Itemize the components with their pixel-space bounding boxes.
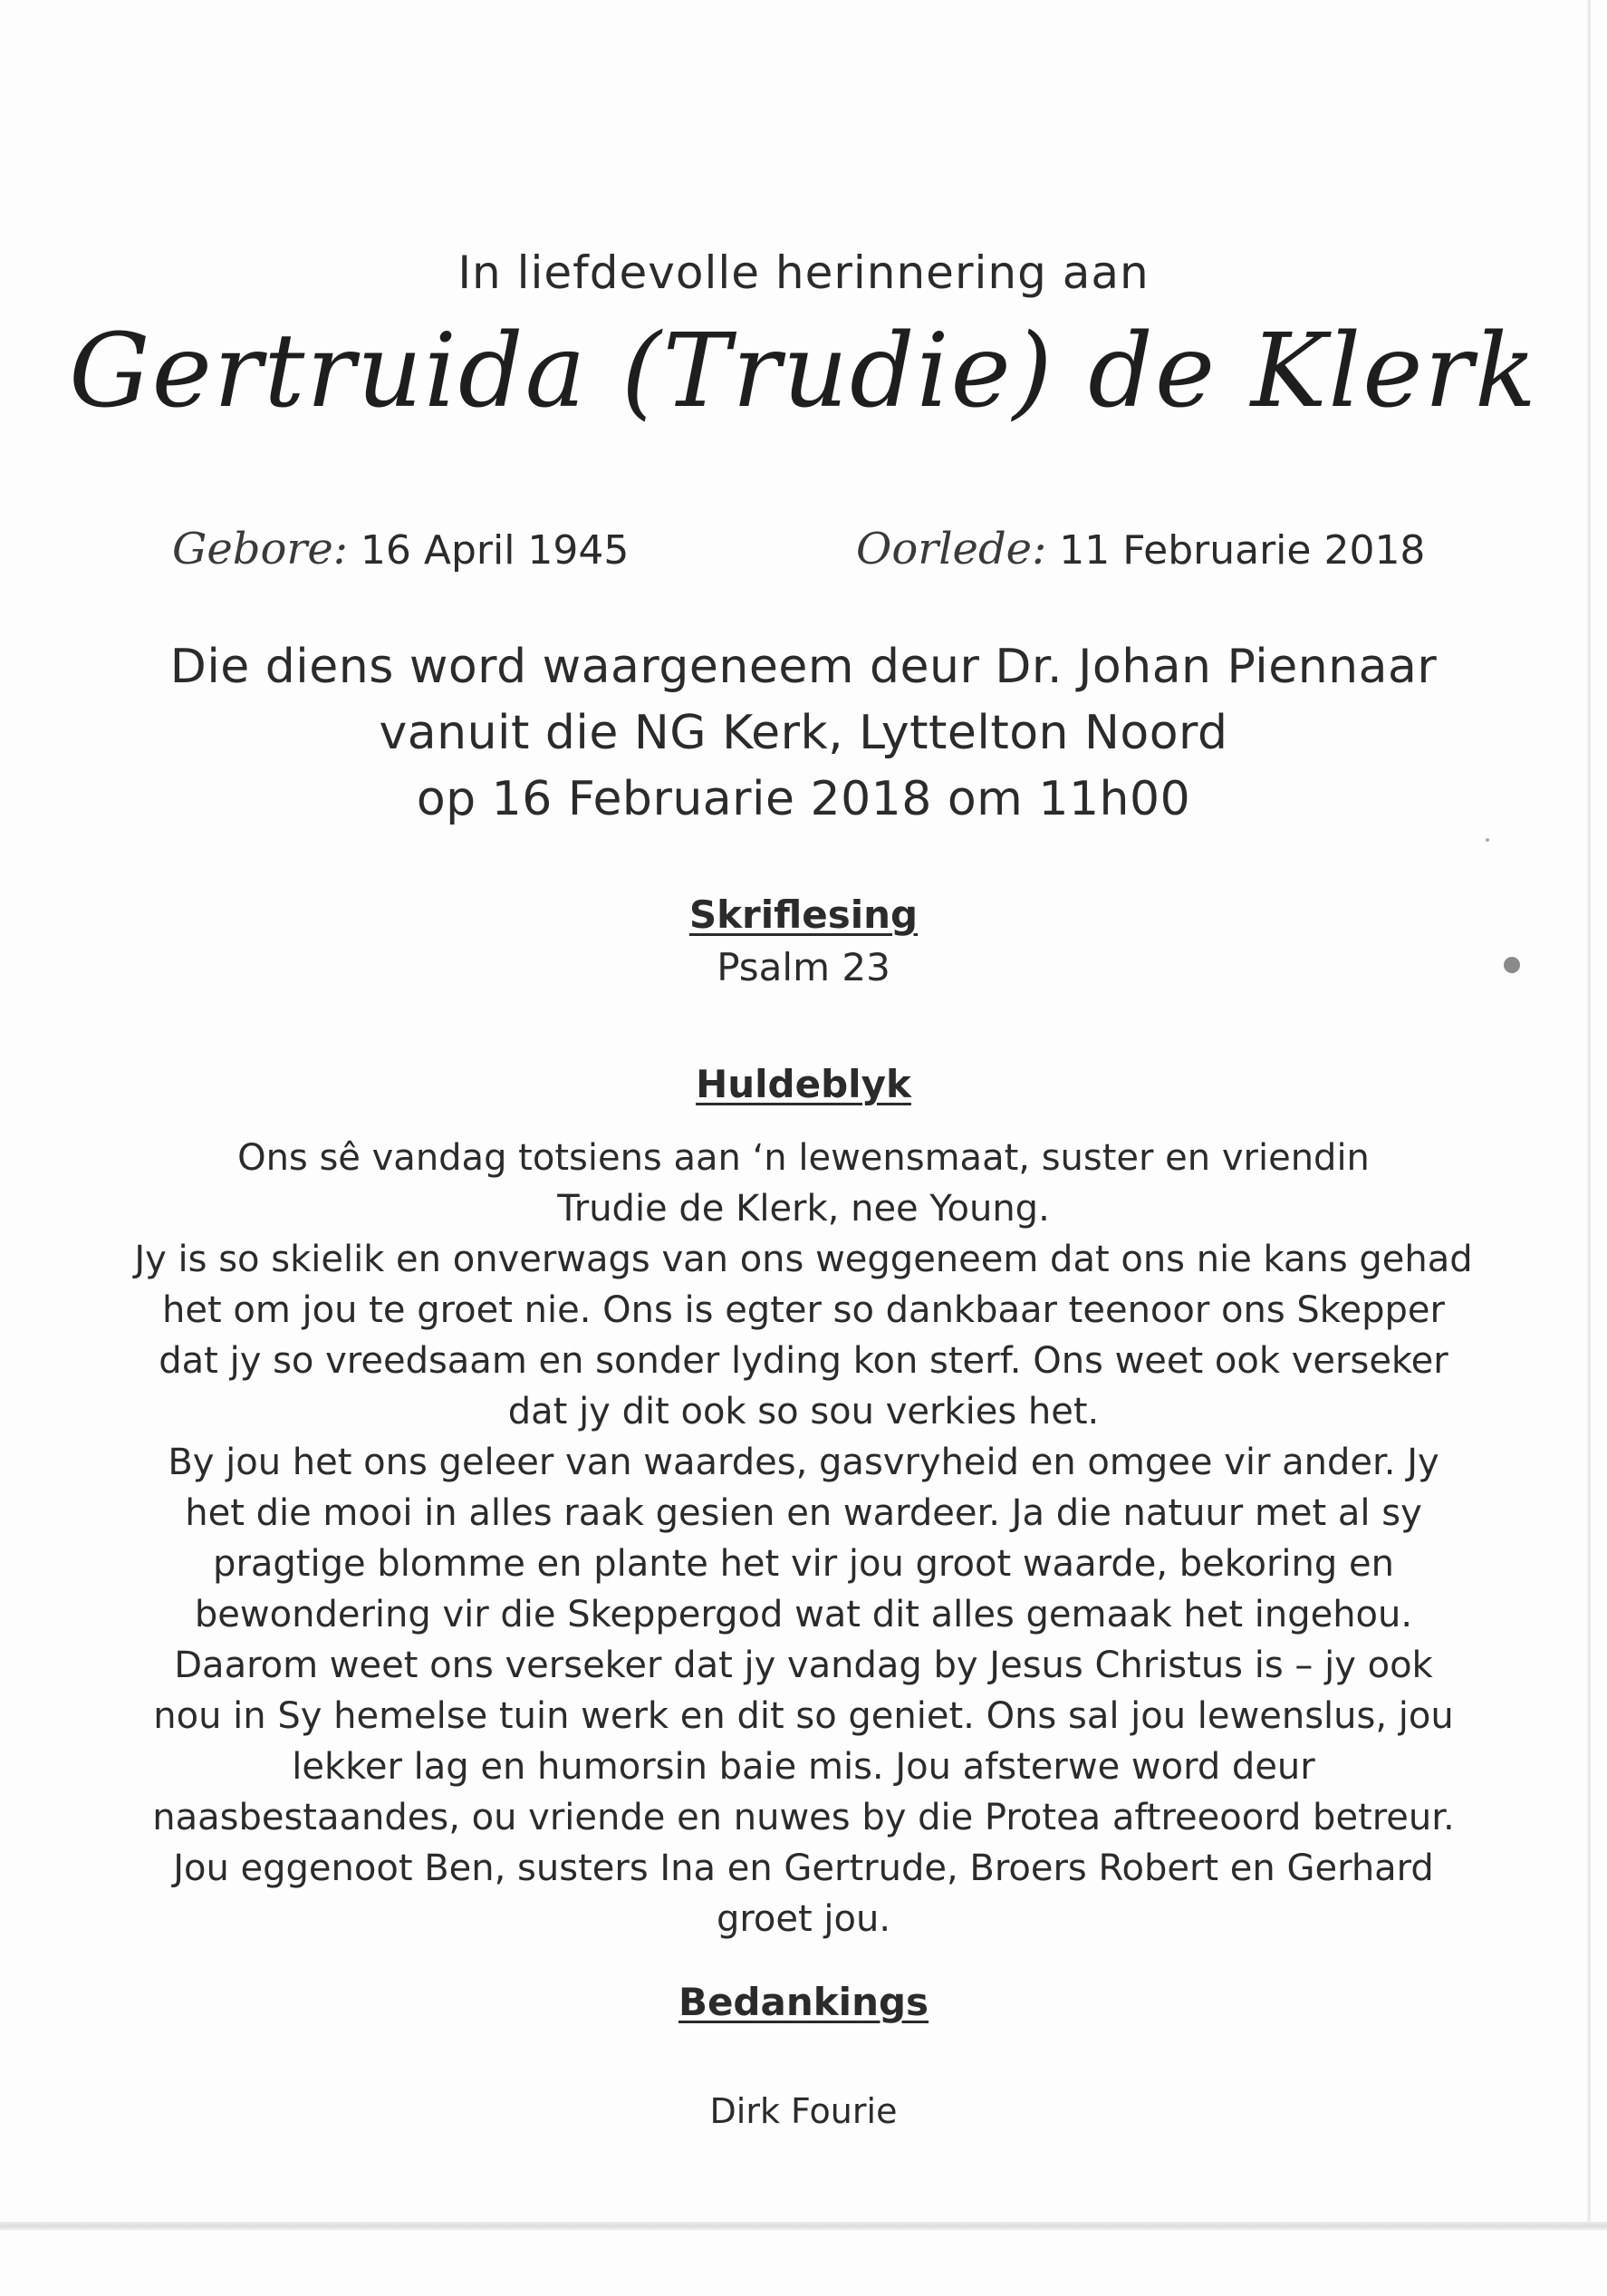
deceased-name: Gertruida (Trudie) de Klerk xyxy=(69,313,1538,430)
tribute-line: By jou het ons geleer van waardes, gasvryheid en omgee vir ander. Jy xyxy=(168,1442,1439,1483)
birth-date-value: 16 April 1945 xyxy=(360,527,630,574)
tribute-line: lekker lag en humorsin baie mis. Jou afsterwe word deur xyxy=(292,1746,1315,1788)
birth-date xyxy=(172,524,629,574)
service-line: vanuit die NG Kerk, Lyttelton Noord xyxy=(379,706,1228,760)
birth-label: Gebore: xyxy=(172,524,348,574)
tribute-line: Jy is so skielik en onverwags van ons weggeneem dat ons nie kans gehad xyxy=(134,1239,1473,1280)
service-line: Die diens word waargeneem deur Dr. Johan Piennaar xyxy=(169,640,1438,694)
service-details xyxy=(0,634,1607,833)
death-label: Oorlede: xyxy=(856,524,1047,574)
thanks-name: Dirk Fourie xyxy=(709,2091,898,2131)
intro-line: In liefdevolle herinnering aan xyxy=(457,246,1150,299)
tribute-line: het die mooi in alles raak gesien en wardeer. Ja die natuur met al sy xyxy=(185,1492,1422,1534)
tribute-line: naasbestaandes, ou vriende en nuwes by die Protea aftreeoord betreur. xyxy=(152,1797,1455,1838)
tribute-line: bewondering vir die Skeppergod wat dit alles gemaak het ingehou. xyxy=(194,1594,1413,1635)
tribute-line: Daarom weet ons verseker dat jy vandag by Jesus Christus is – jy ook xyxy=(174,1645,1433,1686)
thanks-heading: Bedankings xyxy=(678,1980,929,2024)
tribute-line: pragtige blomme en plante het vir jou groot waarde, bekoring en xyxy=(213,1543,1394,1585)
death-date xyxy=(856,524,1425,574)
tribute-line: Ons sê vandag totsiens aan ‘n lewensmaat, suster en vriendin xyxy=(237,1137,1370,1179)
page-edge-bottom xyxy=(0,2222,1607,2231)
tribute-heading: Huldeblyk xyxy=(696,1062,911,1106)
tribute-line: Trudie de Klerk, nee Young. xyxy=(557,1188,1050,1230)
tribute-line: nou in Sy hemelse tuin werk en dit so geniet. Ons sal jou lewenslus, jou xyxy=(153,1695,1454,1737)
scripture-heading: Skriflesing xyxy=(688,892,919,937)
tribute-line: dat jy so vreedsaam en sonder lyding kon sterf. Ons weet ook verseker xyxy=(159,1340,1448,1382)
paper-speck-small xyxy=(1486,838,1489,842)
scripture-text: Psalm 23 xyxy=(717,945,890,989)
tribute-line: dat jy dit ook so sou verkies het. xyxy=(507,1391,1100,1433)
tribute-text xyxy=(109,1133,1498,1944)
tribute-line: groet jou. xyxy=(716,1898,891,1940)
death-date-value: 11 Februarie 2018 xyxy=(1059,527,1426,574)
service-line: op 16 Februarie 2018 om 11h00 xyxy=(416,772,1191,826)
tribute-line: het om jou te groet nie. Ons is egter so dankbaar teenoor ons Skepper xyxy=(162,1289,1445,1331)
tribute-line: Jou eggenoot Ben, susters Ina en Gertrude, Broers Robert en Gerhard xyxy=(173,1847,1434,1889)
